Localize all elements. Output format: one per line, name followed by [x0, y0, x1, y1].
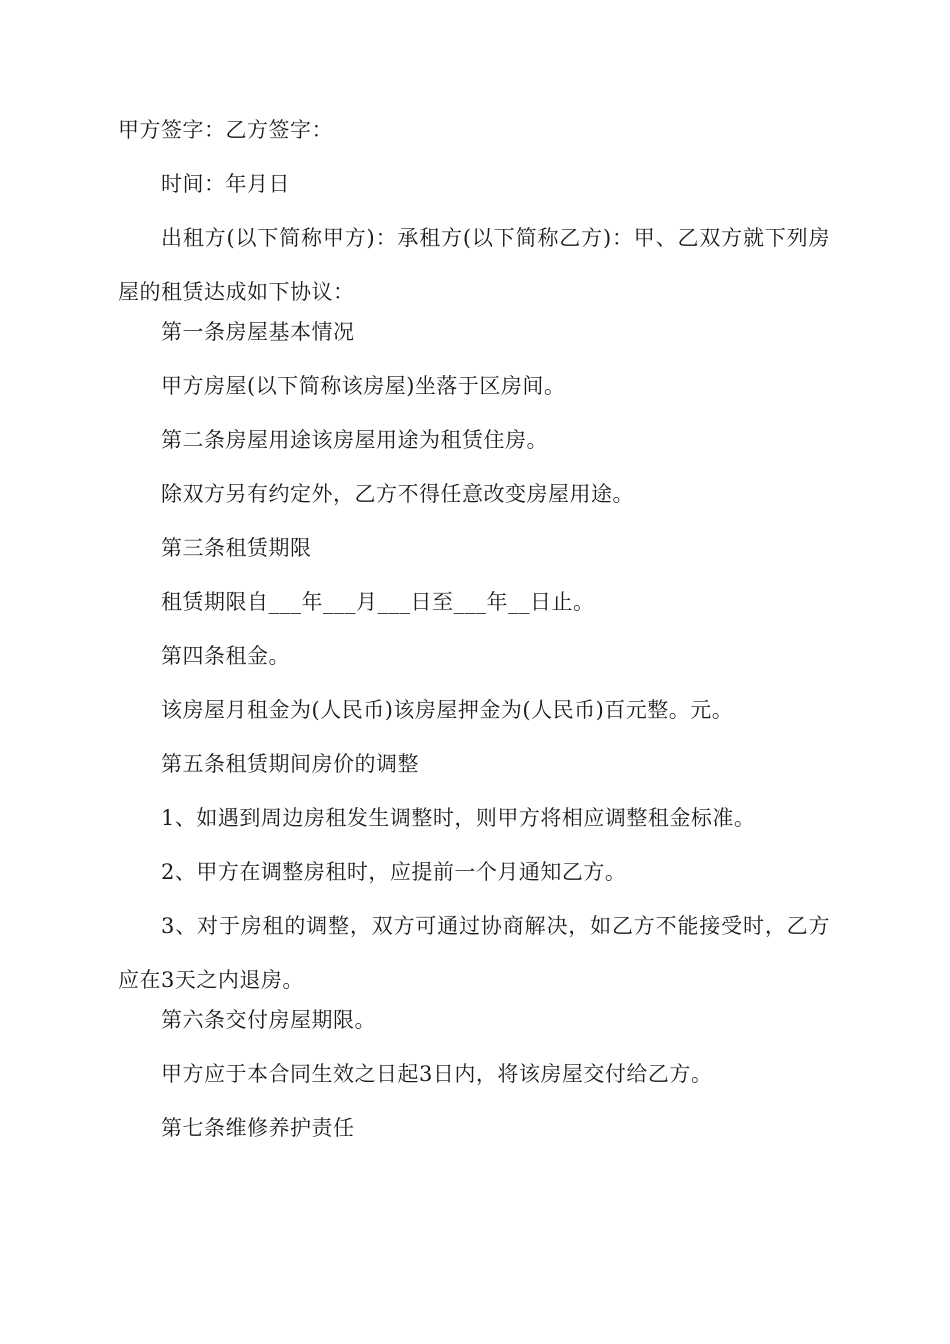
article-1-body: 甲方房屋(以下简称该房屋)坐落于区房间。: [161, 374, 566, 398]
article-2-title: 第二条房屋用途该房屋用途为租赁住房。: [161, 428, 548, 452]
article-2-body: 除双方另有约定外，乙方不得任意改变房屋用途。: [161, 482, 634, 506]
article-5-title: 第五条租赁期间房价的调整: [161, 752, 419, 776]
article-5-item-1: 1、如遇到周边房租发生调整时，则甲方将相应调整租金标准。: [161, 806, 756, 830]
article-5-item-2: 2、甲方在调整房租时，应提前一个月通知乙方。: [161, 860, 627, 884]
signature-line: 甲方签字：乙方签字：: [118, 118, 333, 142]
article-6-title: 第六条交付房屋期限。: [161, 1008, 376, 1032]
article-5-item-3: 3、对于房租的调整，双方可通过协商解决，如乙方不能接受时，乙方应在3天之内退房。: [118, 914, 830, 992]
preamble-paragraph: 出租方(以下简称甲方)：承租方(以下简称乙方)：甲、乙双方就下列房屋的租赁达成如下协议：: [118, 226, 830, 304]
article-4-title: 第四条租金。: [161, 644, 290, 668]
article-3-body: 租赁期限自___年___月___日至___年__日止。: [161, 590, 595, 614]
article-3-title: 第三条租赁期限: [161, 536, 312, 560]
article-1-title: 第一条房屋基本情况: [161, 320, 355, 344]
article-6-body: 甲方应于本合同生效之日起3日内，将该房屋交付给乙方。: [161, 1062, 713, 1086]
article-4-body: 该房屋月租金为(人民币)该房屋押金为(人民币)百元整。元。: [161, 698, 734, 722]
article-7-title: 第七条维修养护责任: [161, 1116, 355, 1140]
date-line: 时间：年月日: [161, 172, 290, 196]
